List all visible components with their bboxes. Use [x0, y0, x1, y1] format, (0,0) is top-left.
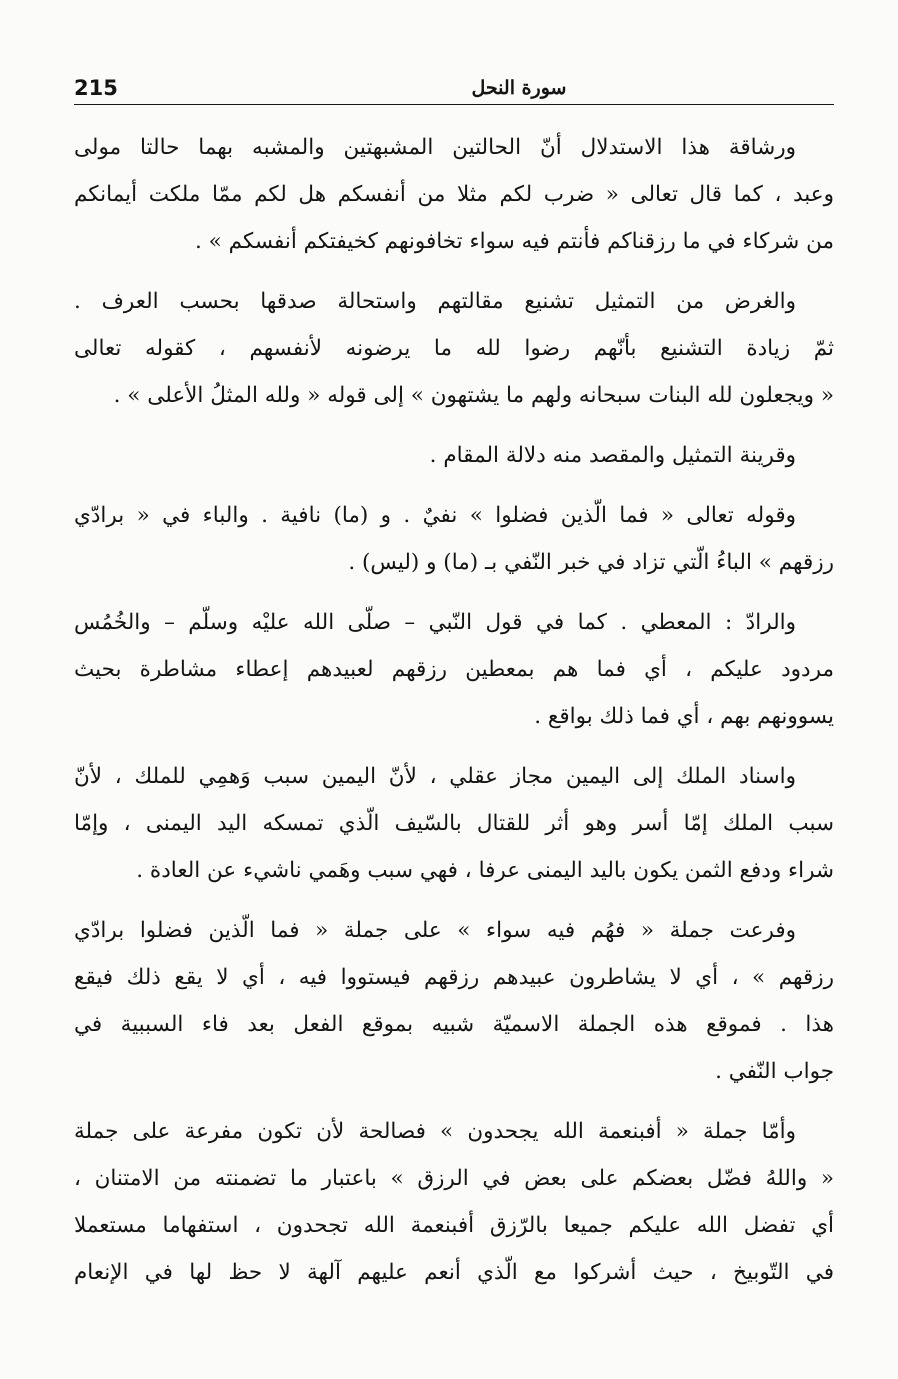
text-line: أي تفضل الله عليكم جميعا بالرّزق أفبنعمة الله تجحدون ، استفهاما مستعملا: [74, 1213, 834, 1238]
text-line: يسوونهم بهم ، أي فما ذلك بواقع .: [534, 704, 834, 729]
paragraph: [74, 599, 834, 740]
text-line: وفرعت جملة « فهُم فيه سواء » على جملة « فما الّذين فضلوا برادّي: [74, 918, 796, 943]
text-line: رزقهم » الباءُ الّتي تزاد في خبر النّفي بـ (ما) و (ليس) .: [348, 550, 834, 575]
text-line: واسناد الملك إلى اليمين مجاز عقلي ، لأنّ اليمين سبب وَهمِي للملك ، لأنّ: [74, 764, 796, 789]
text-line: ورشاقة هذا الاستدلال أنّ الحالتين المشبهتين والمشبه بهما حالتا مولى: [74, 135, 796, 160]
text-line: رزقهم » ، أي لا يشاطرون عبيدهم رزقهم فيستووا فيه ، أي لا يقع ذلك فيقع: [74, 965, 834, 990]
paragraph: [74, 278, 834, 419]
text-line: سبب الملك إمّا أسر وهو أثر للقتال بالسّيف الّذي تمسكه اليد اليمنى ، وإمّا: [74, 811, 834, 836]
header-rule: [74, 104, 834, 105]
paragraph: [74, 432, 834, 479]
text-line: والغرض من التمثيل تشنيع مقالتهم واستحالة صدقها بحسب العرف .: [74, 289, 796, 314]
text-line: مردود عليكم ، أي فما هم بمعطين رزقهم لعبيدهم إعطاء مشاطرة بحيث: [74, 657, 834, 682]
text-line: هذا . فموقع هذه الجملة الاسميّة شبيه بموقع الفعل بعد فاء السببية في: [74, 1012, 834, 1037]
text-line: وقوله تعالى « فما الّذين فضلوا » نفيٌ . و (ما) نافية . والباء في « برادّي: [74, 503, 796, 528]
text-line: من شركاء في ما رزقناكم فأنتم فيه سواء تخافونهم كخيفتكم أنفسكم » .: [195, 229, 834, 254]
text-line: وعبد ، كما قال تعالى « ضرب لكم مثلا من أنفسكم هل لكم ممّا ملكت أيمانكم: [74, 182, 834, 207]
paragraph: [74, 1108, 834, 1296]
page-number: 215: [74, 76, 118, 100]
running-title: سورة النحل: [471, 77, 567, 99]
paragraph: [74, 907, 834, 1095]
text-line: ثمّ زيادة التشنيع بأنّهم رضوا لله ما يرضونه لأنفسهم ، كقوله تعالى: [74, 336, 834, 361]
text-line: في التّوبيخ ، حيث أشركوا مع الّذي أنعم عليهم آلهة لا حظ لها في الإنعام: [74, 1260, 834, 1285]
text-line: والرادّ : المعطي . كما في قول النّبي – صلّى الله عليْه وسلّم – والخُمُس: [74, 610, 796, 635]
text-line: وقرينة التمثيل والمقصد منه دلالة المقام .: [429, 443, 796, 468]
paragraph: [74, 124, 834, 265]
page-body: [74, 124, 834, 1309]
text-line: « واللهُ فضّل بعضكم على بعض في الرزق » باعتبار ما تضمنته من الامتنان ،: [74, 1166, 834, 1191]
page-header: [74, 74, 834, 104]
text-line: « ويجعلون لله البنات سبحانه ولهم ما يشتهون » إلى قوله « ولله المثلُ الأعلى » .: [113, 383, 834, 408]
text-line: جواب النّفي .: [715, 1059, 834, 1084]
paragraph: [74, 492, 834, 586]
text-line: وأمّا جملة « أفبنعمة الله يجحدون » فصالحة لأن تكون مفرعة على جملة: [74, 1119, 796, 1144]
paragraph: [74, 753, 834, 894]
text-line: شراء ودفع الثمن يكون باليد اليمنى عرفا ، فهي سبب وهَمي ناشيء عن العادة .: [136, 858, 834, 883]
